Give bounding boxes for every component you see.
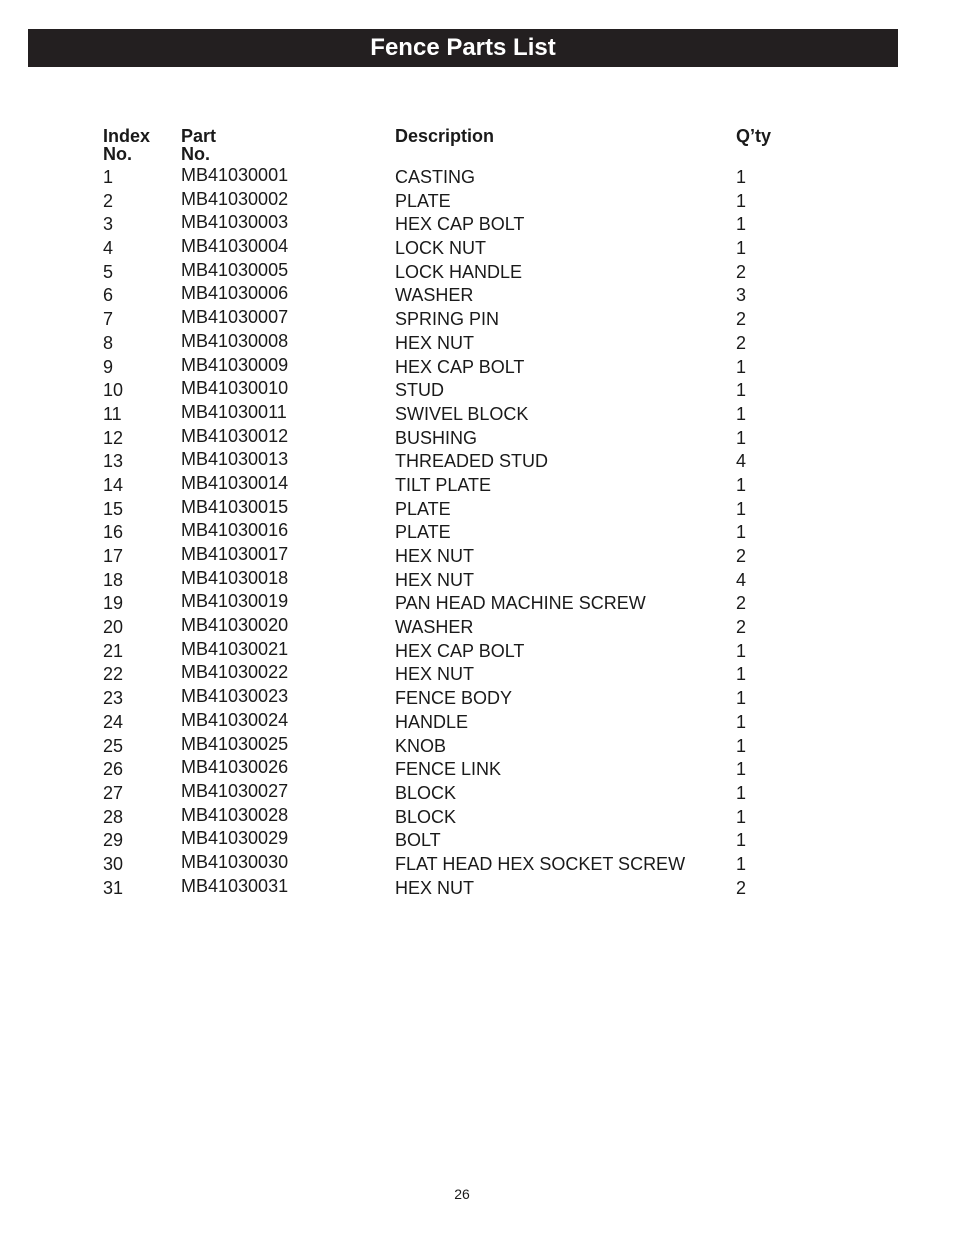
qty-cell: 2 — [736, 309, 747, 330]
part-number-cell: MB41030012 — [181, 425, 289, 446]
index-cell: 31 — [103, 877, 124, 898]
index-cell: 25 — [103, 735, 124, 756]
index-cell: 13 — [103, 451, 124, 472]
parts-table-body — [0, 166, 954, 900]
description-cell: HEX CAP BOLT — [395, 640, 525, 661]
part-number-cell: MB41030027 — [181, 780, 289, 801]
table-row — [0, 427, 954, 451]
qty-cell: 2 — [736, 332, 747, 353]
index-cell: 17 — [103, 546, 124, 566]
index-cell: 29 — [103, 830, 124, 851]
part-number-cell: MB41030023 — [181, 686, 289, 707]
description-cell: LOCK NUT — [395, 238, 487, 259]
part-number-cell: MB41030017 — [181, 544, 289, 564]
index-cell: 11 — [103, 403, 122, 424]
part-number-cell: MB41030010 — [181, 378, 289, 399]
qty-cell: 1 — [736, 214, 747, 235]
table-row — [0, 853, 954, 877]
part-number-cell: MB41030024 — [181, 709, 289, 730]
index-cell: 20 — [103, 617, 124, 638]
table-row — [0, 640, 954, 664]
table-row — [0, 829, 954, 853]
part-number-cell: MB41030029 — [181, 828, 289, 849]
part-number-cell: MB41030009 — [181, 354, 289, 375]
description-cell: HEX NUT — [395, 664, 475, 685]
table-row — [0, 379, 954, 403]
qty-cell: 4 — [736, 569, 747, 590]
index-cell: 6 — [103, 285, 114, 306]
description-cell: PLATE — [395, 522, 451, 543]
description-cell: HEX CAP BOLT — [395, 356, 525, 377]
table-row — [0, 806, 954, 830]
header-description: Description — [395, 126, 495, 146]
qty-cell: 1 — [736, 474, 747, 495]
part-number-cell: MB41030007 — [181, 307, 289, 328]
description-cell: HANDLE — [395, 711, 469, 732]
page-title-bar — [28, 29, 898, 67]
index-cell: 16 — [103, 522, 124, 543]
index-cell: 10 — [103, 380, 124, 401]
table-row — [0, 877, 954, 901]
table-row — [0, 545, 954, 569]
description-cell: LOCK HANDLE — [395, 261, 523, 282]
description-cell: BLOCK — [395, 782, 457, 803]
part-number-cell: MB41030019 — [181, 591, 289, 612]
description-cell: HEX CAP BOLT — [395, 214, 525, 235]
table-row — [0, 332, 954, 356]
description-cell: KNOB — [395, 735, 447, 756]
header-index-no: Index No. — [103, 126, 151, 164]
part-number-cell: MB41030015 — [181, 496, 289, 517]
qty-cell: 2 — [736, 261, 747, 282]
qty-cell: 4 — [736, 451, 747, 472]
description-cell: WASHER — [395, 285, 474, 306]
part-number-cell: MB41030006 — [181, 283, 289, 304]
part-number-cell: MB41030004 — [181, 236, 289, 257]
index-cell: 18 — [103, 569, 124, 590]
part-number-cell: MB41030011 — [181, 401, 287, 422]
index-cell: 21 — [103, 640, 124, 661]
qty-cell: 1 — [736, 782, 747, 803]
qty-cell: 1 — [736, 380, 747, 401]
table-row — [0, 261, 954, 285]
table-row — [0, 166, 954, 190]
table-row — [0, 616, 954, 640]
part-number-cell: MB41030028 — [181, 804, 289, 825]
index-cell: 1 — [103, 167, 114, 187]
part-number-cell: MB41030018 — [181, 567, 289, 588]
qty-cell: 2 — [736, 877, 747, 898]
description-cell: TILT PLATE — [395, 474, 492, 495]
table-row — [0, 782, 954, 806]
index-cell: 7 — [103, 309, 114, 330]
index-cell: 24 — [103, 711, 124, 732]
table-row — [0, 237, 954, 261]
part-number-cell: MB41030002 — [181, 188, 289, 209]
description-cell: CASTING — [395, 167, 476, 187]
index-cell: 19 — [103, 593, 124, 614]
description-cell: PAN HEAD MACHINE SCREW — [395, 593, 646, 614]
qty-cell: 1 — [736, 403, 747, 424]
table-row — [0, 356, 954, 380]
part-number-cell: MB41030021 — [181, 638, 289, 659]
qty-cell: 1 — [736, 664, 747, 685]
table-row — [0, 711, 954, 735]
index-cell: 8 — [103, 332, 114, 353]
index-cell: 2 — [103, 190, 114, 211]
table-row — [0, 735, 954, 759]
qty-cell: 1 — [736, 498, 747, 519]
description-cell: FENCE LINK — [395, 759, 502, 780]
qty-cell: 1 — [736, 759, 747, 780]
qty-cell: 2 — [736, 546, 747, 566]
part-number-cell: MB41030003 — [181, 212, 289, 233]
header-qty: Q’ty — [736, 126, 772, 146]
description-cell: BLOCK — [395, 806, 457, 827]
part-number-cell: MB41030005 — [181, 259, 289, 280]
description-cell: FLAT HEAD HEX SOCKET SCREW — [395, 853, 686, 874]
part-number-cell: MB41030020 — [181, 615, 289, 636]
header-part-no: Part No. — [181, 126, 217, 164]
table-row — [0, 592, 954, 616]
description-cell: FENCE BODY — [395, 688, 513, 709]
qty-cell: 2 — [736, 617, 747, 638]
description-cell: WASHER — [395, 617, 474, 638]
qty-cell: 1 — [736, 688, 747, 709]
part-number-cell: MB41030031 — [181, 875, 289, 896]
table-row — [0, 213, 954, 237]
qty-cell: 1 — [736, 238, 747, 259]
table-row — [0, 758, 954, 782]
description-cell: BUSHING — [395, 427, 478, 448]
index-cell: 5 — [103, 261, 114, 282]
description-cell: HEX NUT — [395, 569, 475, 590]
part-number-cell: MB41030025 — [181, 733, 289, 754]
table-row — [0, 403, 954, 427]
index-cell: 26 — [103, 759, 124, 780]
description-cell: PLATE — [395, 190, 451, 211]
description-cell: THREADED STUD — [395, 451, 549, 472]
description-cell: STUD — [395, 380, 444, 401]
qty-cell: 1 — [736, 427, 747, 448]
index-cell: 22 — [103, 664, 124, 685]
qty-cell: 1 — [736, 735, 747, 756]
index-cell: 12 — [103, 427, 124, 448]
qty-cell: 3 — [736, 285, 747, 306]
index-cell: 28 — [103, 806, 124, 827]
table-row — [0, 569, 954, 593]
description-cell: SPRING PIN — [395, 309, 500, 330]
qty-cell: 1 — [736, 711, 747, 732]
table-row — [0, 687, 954, 711]
qty-cell: 1 — [736, 522, 747, 543]
table-row — [0, 190, 954, 214]
qty-cell: 1 — [736, 640, 747, 661]
page-number: 26 — [454, 1186, 470, 1202]
part-number-cell: MB41030022 — [181, 662, 289, 683]
table-row — [0, 521, 954, 545]
qty-cell: 1 — [736, 356, 747, 377]
description-cell: HEX NUT — [395, 546, 475, 566]
index-cell: 30 — [103, 853, 124, 874]
qty-cell: 1 — [736, 167, 747, 187]
qty-cell: 1 — [736, 190, 747, 211]
part-number-cell: MB41030014 — [181, 472, 289, 493]
part-number-cell: MB41030030 — [181, 851, 289, 872]
index-cell: 3 — [103, 214, 114, 235]
description-cell: PLATE — [395, 498, 451, 519]
table-row — [0, 308, 954, 332]
table-row — [0, 663, 954, 687]
index-cell: 14 — [103, 474, 124, 495]
description-cell: HEX NUT — [395, 877, 475, 898]
table-row — [0, 498, 954, 522]
index-cell: 4 — [103, 238, 114, 259]
qty-cell: 1 — [736, 830, 747, 851]
qty-cell: 1 — [736, 806, 747, 827]
index-cell: 27 — [103, 782, 124, 803]
index-cell: 23 — [103, 688, 124, 709]
part-number-cell: MB41030008 — [181, 330, 289, 351]
description-cell: SWIVEL BLOCK — [395, 403, 529, 424]
part-number-cell: MB41030026 — [181, 757, 289, 778]
part-number-cell: MB41030016 — [181, 520, 289, 541]
page-title: Fence Parts List — [370, 34, 556, 61]
part-number-cell: MB41030013 — [181, 449, 289, 470]
description-cell: HEX NUT — [395, 332, 475, 353]
index-cell: 15 — [103, 498, 124, 519]
table-header — [0, 127, 954, 171]
qty-cell: 2 — [736, 593, 747, 614]
part-number-cell: MB41030001 — [181, 165, 289, 185]
table-row — [0, 450, 954, 474]
qty-cell: 1 — [736, 853, 747, 874]
table-row — [0, 474, 954, 498]
table-row — [0, 284, 954, 308]
index-cell: 9 — [103, 356, 114, 377]
description-cell: BOLT — [395, 830, 441, 851]
